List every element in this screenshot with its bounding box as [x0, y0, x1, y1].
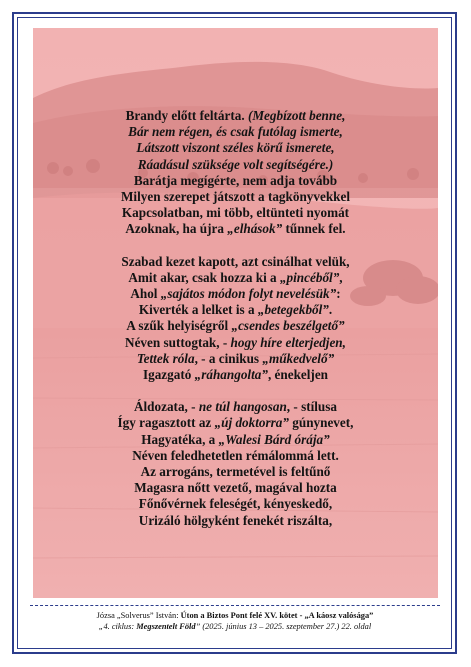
poem-segment: Az arrogáns, termetével is feltűnő — [140, 464, 331, 480]
poem-line — [33, 302, 438, 318]
footer-divider — [30, 605, 440, 606]
poem-segment: „elhások” — [227, 221, 283, 237]
footer-dates-page: ” (2025. június 13 – 2025. szeptember 27.) 22. oldal — [195, 622, 372, 631]
poem-segment: Néven feledhetetlen rémálommá lett. — [132, 447, 339, 463]
poem-segment: „új doktorra” — [214, 415, 289, 431]
poem-line — [33, 270, 438, 286]
footer-cycle-title: Megszentelt Föld — [136, 622, 196, 631]
poem-segment: : — [336, 286, 341, 302]
poem-segment: hogy híre elterjedjen, — [230, 334, 346, 350]
poem-segment: Urizáló hölgyként fenekét riszálta, — [138, 512, 333, 528]
footer-line-1 — [30, 610, 440, 621]
poem-segment: „ráhangolta” — [194, 367, 268, 383]
poem-segment: (Megbízott benne, — [247, 108, 346, 123]
poem-segment: „Walesi Bárd órája” — [218, 431, 330, 447]
poem-line — [33, 496, 438, 512]
poem-line — [33, 124, 438, 140]
poem-segment: Áldozata, - — [133, 399, 199, 415]
poem-segment: Főnővérnek feleségét, kényeskedő, — [138, 496, 333, 512]
poem-segment: Magasra nőtt vezető, magával hozta — [134, 480, 337, 496]
poem-line — [33, 221, 438, 237]
footer-cycle-label: „4. ciklus: — [98, 622, 137, 631]
poem-segment: Ahol — [130, 286, 161, 302]
poem-segment: Kapcsolatban, mi több, eltünteti nyomát — [121, 205, 350, 221]
poem-segment: Látszott viszont széles körű ismerete, — [136, 140, 335, 156]
stanza — [33, 254, 438, 384]
poem-segment: Azoknak, ha újra — [125, 221, 228, 237]
stanza — [33, 108, 438, 238]
poem-segment: Barátja megígérte, nem adja tovább — [133, 172, 338, 188]
poem-line — [33, 318, 438, 334]
poem-segment: Bár nem régen, és csak futólag ismerte, — [128, 124, 343, 140]
stanza — [33, 399, 438, 529]
poem-segment: Szabad kezet kapott, azt csinálhat velük, — [121, 253, 350, 269]
footer-book-title: Úton a Biztos Pont felé XV. kötet - „A káosz valósága” — [180, 611, 374, 620]
poem-segment: Tettek róla — [136, 350, 195, 366]
footer-line-2 — [30, 621, 440, 632]
poem-text — [33, 108, 438, 545]
poem-segment: , énekeljen — [267, 367, 329, 383]
poem-segment: , — [339, 269, 343, 285]
footer-author: Józsa „Solverus” István: — [96, 611, 181, 620]
poem-segment: „sajátos módon folyt nevelésük” — [160, 286, 337, 302]
poem-line — [33, 480, 438, 496]
poem-line — [33, 367, 438, 383]
poem-line — [33, 335, 438, 351]
poem-line — [33, 415, 438, 431]
poem-segment: Amit akar, csak hozza ki a — [128, 269, 280, 285]
poem-line — [33, 513, 438, 529]
poem-segment: , - stílusa — [286, 399, 337, 415]
poem-line — [33, 399, 438, 415]
poem-line — [33, 140, 438, 156]
poem-segment: , - a cinikus — [194, 350, 263, 366]
poem-line — [33, 448, 438, 464]
poem-segment: Így ragasztott az — [117, 415, 215, 431]
poem-segment: Brandy előtt feltárta. — [125, 108, 248, 123]
poem-segment: Hagyatéka, a — [141, 431, 219, 447]
poem-segment: gúnynevet, — [288, 415, 354, 431]
poem-line — [33, 464, 438, 480]
poem-segment: A szűk helyiségről — [126, 318, 232, 334]
poem-segment: ne túl hangosan — [198, 399, 287, 415]
poem-segment: „csendes beszélgető” — [231, 318, 345, 334]
poem-segment: „pincéből” — [279, 269, 340, 285]
poem-line — [33, 286, 438, 302]
poem-segment: Ráadásul szüksége volt segítségére.) — [137, 156, 334, 172]
poem-segment: Néven suttogtak, - — [125, 334, 231, 350]
poem-line — [33, 351, 438, 367]
poem-segment: Igazgató — [142, 367, 195, 383]
poem-line — [33, 189, 438, 205]
poem-segment: Kiverték a lelket is a — [138, 302, 258, 318]
poem-line — [33, 254, 438, 270]
poem-segment: . — [328, 302, 333, 318]
poem-line — [33, 173, 438, 189]
poem-segment: „betegekből” — [257, 302, 329, 318]
poem-line — [33, 205, 438, 221]
poem-segment: „műkedvelő” — [262, 350, 335, 366]
poem-segment: Milyen szerepet játszott a tagkönyvekkel — [120, 189, 351, 205]
poem-line — [33, 157, 438, 173]
page-footer — [30, 610, 440, 632]
poem-segment: tűnnek fel. — [282, 221, 346, 237]
poem-line — [33, 108, 438, 124]
poem-line — [33, 432, 438, 448]
